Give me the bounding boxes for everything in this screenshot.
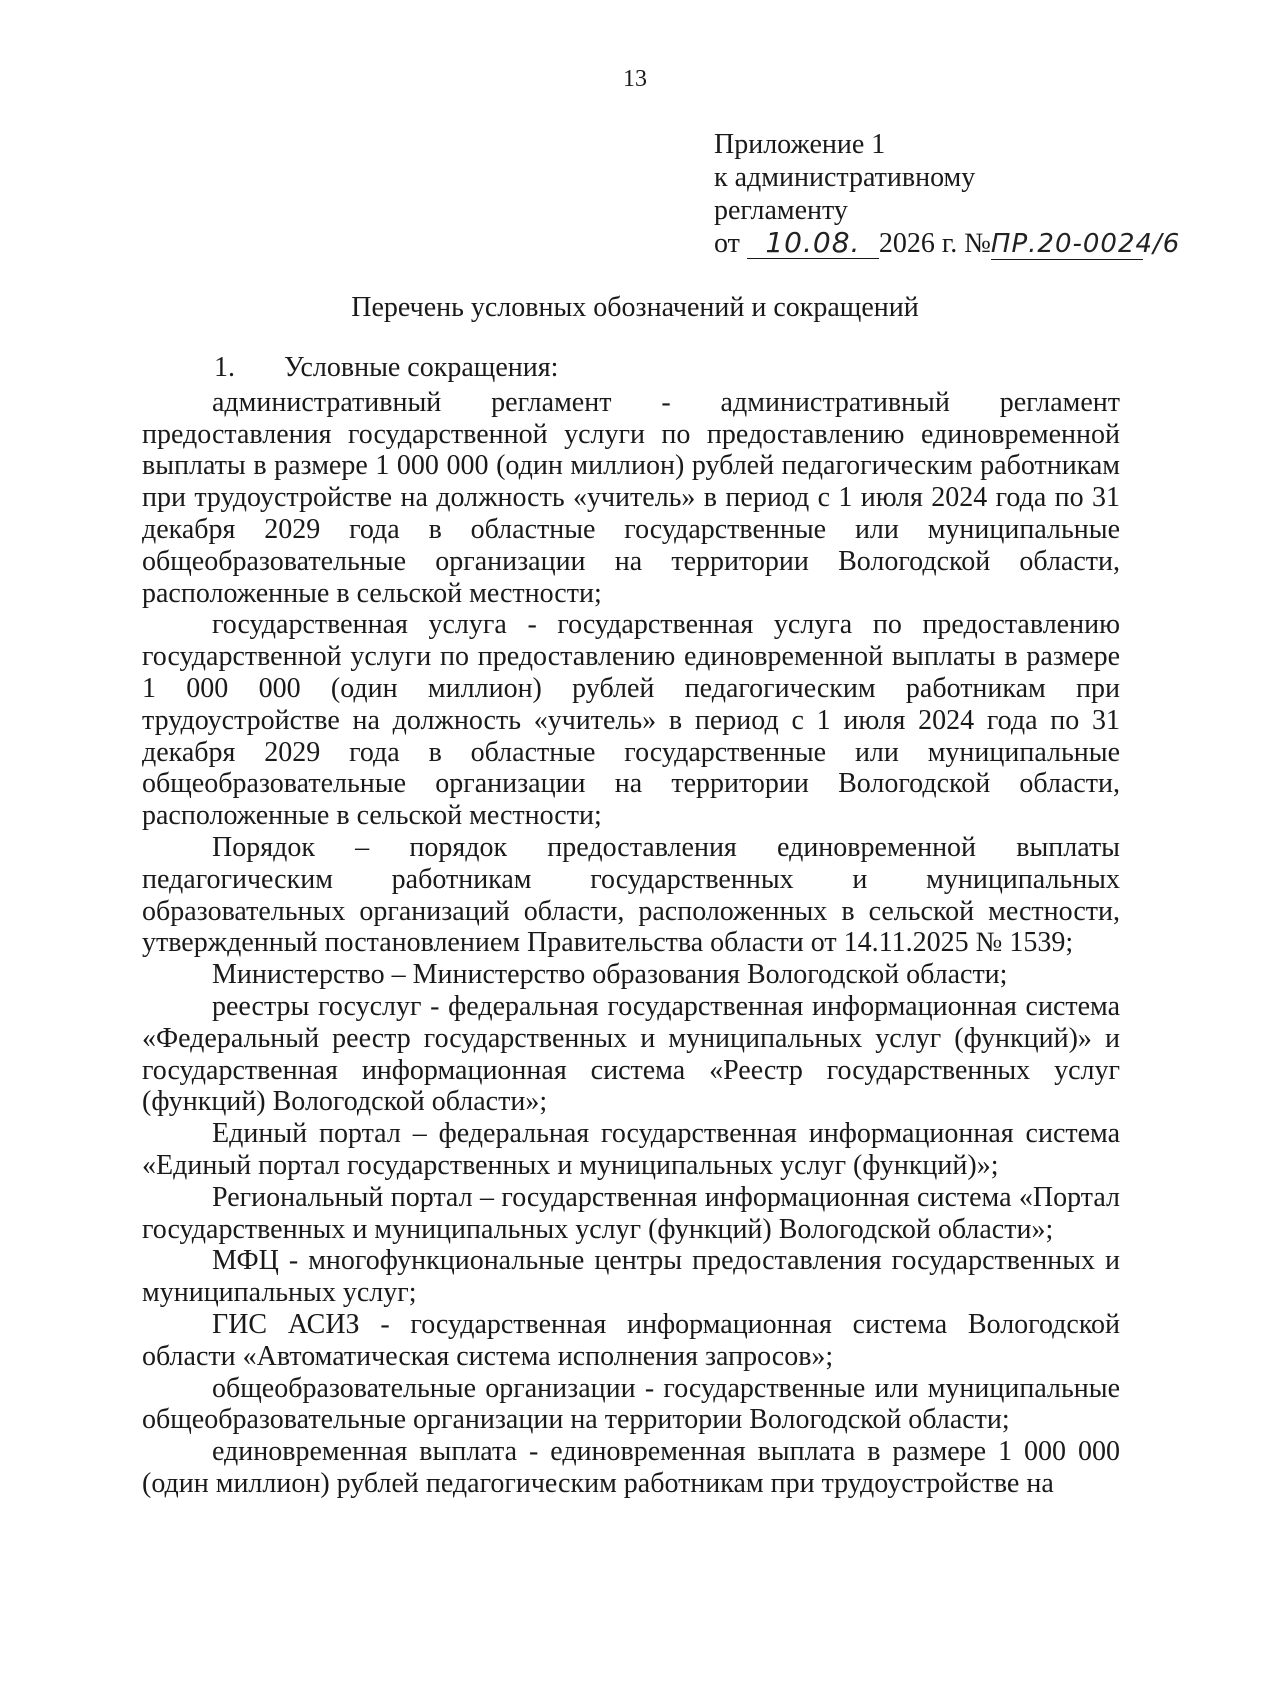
definition-paragraph: Единый портал – федеральная государственная информационная система «Единый портал государственных и муниципальных услуг (функций)»; [142,1118,1120,1181]
appendix-line-3: регламенту [714,195,848,226]
number-sign: № [964,228,991,259]
document-body [142,352,1120,1500]
section-number: 1. [214,352,235,383]
definition-paragraph: Порядок – порядок предоставления единовременной выплаты педагогическим работникам государственных и муниципальных образовательных организаций области, расположенных в сельской местности, утвержденный постановлением Правительства области от 14.11.2025 № 1539; [142,831,1120,959]
date-prefix: от [714,228,740,259]
appendix-block [714,128,1181,260]
date-year: 2026 г. [878,228,958,259]
definition-paragraph: административный регламент - административный регламент предоставления государственной услуги по предоставлению единовременной выплаты в размере 1 000 000 (один миллион) рублей педагогическим работникам при трудоустройстве на должность «учитель» в период с 1 июля 2024 года по 31 декабря 2029 года в областные государственные или муниципальные общеобразовательные организации на территории Вологодской области, расположенные в сельской местности; [142,386,1120,609]
definition-paragraph: реестры госуслуг - федеральная государственная информационная система «Федеральный реестр государственных и муниципальных услуг (функций)» и государственная информационная система «Реестр государственных услуг (функций) Вологодской области»; [142,990,1120,1118]
appendix-line-1: Приложение 1 [714,129,886,160]
section-heading [142,352,1120,384]
handwritten-number: ПР.20-0024/6 [990,229,1181,259]
document-title: Перечень условных обозначений и сокращений [351,292,919,323]
definition-paragraph: ГИС АСИЗ - государственная информационная система Вологодской области «Автоматическая система исполнения запросов»; [142,1308,1120,1372]
definition-paragraph: Министерство – Министерство образования Вологодской области; [212,959,1008,991]
definition-paragraph: государственная услуга - государственная услуга по предоставлению государственной услуги по предоставлению единовременной выплаты в размере 1 000 000 (один миллион) рублей педагогическим работникам при трудоустройстве на должность «учитель» в период с 1 июля 2024 года по 31 декабря 2029 года в областные государственные или муниципальные общеобразовательные организации на территории Вологодской области, расположенные в сельской местности; [142,609,1120,832]
definition-paragraph: МФЦ - многофункциональные центры предоставления государственных и муниципальных услуг; [142,1245,1120,1309]
definition-paragraph: единовременная выплата - единовременная выплата в размере 1 000 000 (один миллион) рублей педагогическим работникам при трудоустройстве на [142,1436,1120,1499]
appendix-line-2: к административному [714,162,976,193]
appendix-date-line [714,226,1181,260]
page-number: 13 [623,66,647,92]
handwritten-date: 10.08. [747,228,879,259]
definition-paragraph: Региональный портал – государственная информационная система «Портал государственных и муниципальных услуг (функций) Вологодской области»; [142,1181,1120,1245]
section-heading-text: Условные сокращения: [284,352,559,383]
definition-paragraph: общеобразовательные организации - государственные или муниципальные общеобразовательные организации на территории Вологодской области; [142,1372,1120,1436]
